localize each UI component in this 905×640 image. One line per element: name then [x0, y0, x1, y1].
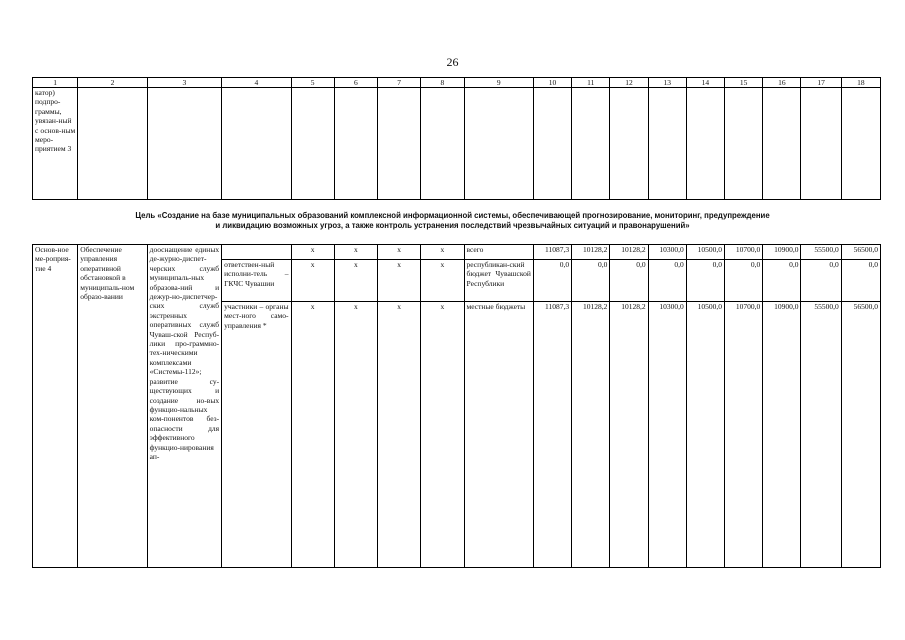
value-cell: 56500,0 [841, 302, 880, 568]
x-mark: х [291, 259, 334, 301]
empty-cell [78, 88, 147, 200]
value-cell: 10500,0 [686, 245, 724, 260]
page-number: 26 [446, 55, 459, 69]
value-cell: 0,0 [533, 259, 571, 301]
empty-cell [291, 88, 334, 200]
x-mark: х [421, 245, 464, 260]
empty-cell [841, 88, 880, 200]
column-number: 1 [33, 78, 78, 88]
value-cell: 10128,2 [572, 302, 610, 568]
column-number: 14 [686, 78, 724, 88]
value-cell: 10128,2 [610, 302, 648, 568]
activity-name-cell: Обеспечение управления оперативной обстановкой в муниципаль-ном образо-вании [78, 245, 147, 568]
column-number: 10 [533, 78, 571, 88]
value-cell: 55500,0 [801, 302, 841, 568]
empty-cell [533, 88, 571, 200]
x-mark: х [334, 259, 377, 301]
empty-cell [222, 88, 291, 200]
column-number: 16 [763, 78, 801, 88]
x-mark: х [334, 245, 377, 260]
value-cell: 10128,2 [610, 245, 648, 260]
empty-cell [610, 88, 648, 200]
column-number: 9 [464, 78, 533, 88]
value-cell: 10900,0 [763, 302, 801, 568]
value-cell: 10900,0 [763, 245, 801, 260]
continuation-cell: катор) подпро-граммы, увязан-ный с основ-ным меро-приятием 3 [33, 88, 78, 200]
x-mark: х [291, 245, 334, 260]
executor-cell: ответствен-ный исполни-тель – ГКЧС Чувашии [222, 259, 291, 301]
column-number: 15 [725, 78, 763, 88]
empty-cell [378, 88, 421, 200]
goal-heading [60, 211, 845, 231]
value-cell: 0,0 [572, 259, 610, 301]
column-number: 12 [610, 78, 648, 88]
activity-number-cell: Основ-ное ме-роприя-тие 4 [33, 245, 78, 568]
funding-source-cell: местные бюджеты [464, 302, 533, 568]
column-number: 13 [648, 78, 686, 88]
value-cell: 0,0 [648, 259, 686, 301]
value-cell: 10700,0 [725, 302, 763, 568]
value-cell: 56500,0 [841, 245, 880, 260]
activity-table [32, 244, 881, 568]
empty-cell [686, 88, 724, 200]
funding-source-cell: республикан-ский бюджет Чувашской Республики [464, 259, 533, 301]
column-number: 18 [841, 78, 880, 88]
column-number: 5 [291, 78, 334, 88]
empty-cell [464, 88, 533, 200]
x-mark: х [378, 302, 421, 568]
value-cell: 0,0 [801, 259, 841, 301]
value-cell: 0,0 [725, 259, 763, 301]
column-number: 2 [78, 78, 147, 88]
x-mark: х [378, 259, 421, 301]
value-cell: 10300,0 [648, 245, 686, 260]
value-cell: 11087,3 [533, 245, 571, 260]
empty-cell [572, 88, 610, 200]
x-mark: х [421, 302, 464, 568]
column-number: 6 [334, 78, 377, 88]
empty-cell [147, 88, 221, 200]
value-cell: 0,0 [841, 259, 880, 301]
value-cell: 0,0 [610, 259, 648, 301]
x-mark: х [334, 302, 377, 568]
activity-description-cell: дооснащение единых де-журно-диспет-черских служб муниципаль-ных образова-ний и дежур-но-диспетчер-ских служб экстренных оперативных служб Чуваш-ской Респуб-лики про-граммно-тех-ническими комплексами «Системы-112»; развитие су-ществующих и создание но-вых функцио-нальных ком-понентов без-опасности для эффективного функцио-нирования ап- [147, 245, 221, 568]
goal-line-2: и ликвидацию возможных угроз, а также контроль устранения последствий чрезвычайных ситуаций и правонарушений» [215, 221, 690, 230]
executor-cell [222, 245, 291, 260]
column-number: 3 [147, 78, 221, 88]
value-cell: 10500,0 [686, 302, 724, 568]
empty-cell [801, 88, 841, 200]
funding-source-cell: всего [464, 245, 533, 260]
empty-cell [648, 88, 686, 200]
empty-cell [763, 88, 801, 200]
value-cell: 10300,0 [648, 302, 686, 568]
empty-cell [421, 88, 464, 200]
x-mark: х [378, 245, 421, 260]
executor-cell: участники – органы мест-ного само-управления * [222, 302, 291, 568]
goal-line-1: Цель «Создание на базе муниципальных образований комплексной информационной системы, обеспечивающей прогнозирование, мониторинг, предупреждение [135, 211, 770, 220]
column-number: 7 [378, 78, 421, 88]
column-number: 11 [572, 78, 610, 88]
value-cell: 0,0 [763, 259, 801, 301]
column-number: 8 [421, 78, 464, 88]
value-cell: 10128,2 [572, 245, 610, 260]
value-cell: 55500,0 [801, 245, 841, 260]
x-mark: х [291, 302, 334, 568]
x-mark: х [421, 259, 464, 301]
column-number-row [33, 78, 881, 88]
continuation-row [33, 88, 881, 200]
value-cell: 10700,0 [725, 245, 763, 260]
table-row [33, 245, 881, 260]
empty-cell [334, 88, 377, 200]
value-cell: 0,0 [686, 259, 724, 301]
column-number: 4 [222, 78, 291, 88]
header-table [32, 77, 881, 200]
empty-cell [725, 88, 763, 200]
value-cell: 11087,3 [533, 302, 571, 568]
column-number: 17 [801, 78, 841, 88]
